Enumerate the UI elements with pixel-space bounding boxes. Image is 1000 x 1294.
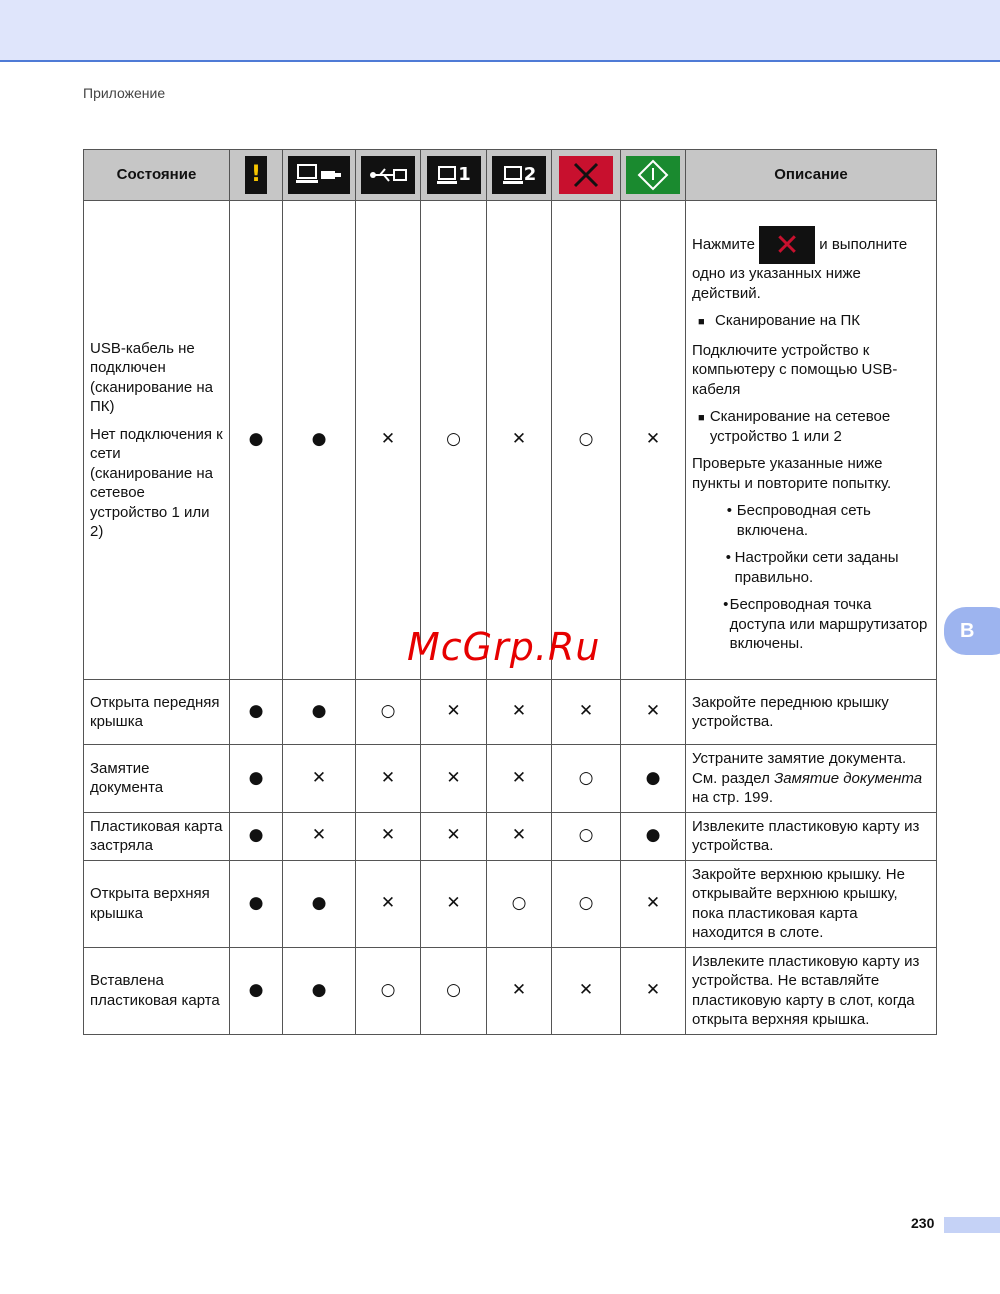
table-row [84,745,937,813]
pc-scan-text: Подключите устройство к компьютеру с помощью USB-кабеля [692,341,898,398]
mark-cell: ✕ [421,812,487,860]
mark-cell: ✕ [487,201,552,680]
check-item: Беспроводная сеть включена. [736,502,871,539]
table-row [84,812,937,860]
state-text: Открыта передняя крышка [84,680,230,745]
description-cell [686,745,937,813]
mark-cell: ● [230,947,283,1034]
page-bar [944,1217,1000,1233]
pc-scan-icon [288,156,350,194]
mark-cell: ○ [487,860,552,947]
table-row [84,201,937,680]
network1-label: 1 [458,164,471,186]
press-text: Нажмите [692,236,755,254]
start-icon [626,156,680,194]
and-do-text: и выполните [819,236,908,254]
check-item: Беспроводная точка доступа или маршрутизатор включены. [729,596,928,653]
table-row [84,947,937,1034]
pc-scan-title: Сканирование на ПК [715,312,861,330]
mark-cell: ○ [552,201,621,680]
state-text: Нет подключения к сети (сканирование на сетевое устройство 1 или 2) [90,425,223,540]
table-row [84,860,937,947]
watermark: McGrp.Ru [407,625,601,669]
jam-link[interactable]: Замятие документа [774,769,923,787]
mark-cell: ● [283,680,356,745]
page-number: 230 [911,1215,935,1231]
state-text: Вставлена пластиковая карта [84,947,230,1034]
net-scan-title: Сканирование на сетевое устройство 1 или 2 [709,408,891,445]
check-item: Настройки сети заданы правильно. [734,549,899,586]
page-ref-text: на стр. 199. [692,789,774,806]
mark-cell: ● [621,812,686,860]
mark-cell: ✕ [621,680,686,745]
action-text: одно из указанных ниже действий. [692,265,861,302]
mark-cell: ✕ [356,812,421,860]
mark-cell: ✕ [487,947,552,1034]
mark-cell: ✕ [552,680,621,745]
status-table [83,149,937,1035]
mark-cell: ✕ [283,812,356,860]
mark-cell: ✕ [421,860,487,947]
mark-cell: ○ [552,745,621,813]
bullet-dot: • [725,549,731,567]
description-cell: Извлеките пластиковую карту из устройства. [686,812,937,860]
network1-icon [427,156,481,194]
mark-cell: ✕ [356,201,421,680]
net-scan-text: Проверьте указанные ниже пункты и повторите попытку. [692,455,892,492]
state-header: Состояние [84,150,230,201]
description-cell [686,201,937,680]
mark-cell: ✕ [621,860,686,947]
mark-cell: ✕ [356,860,421,947]
mark-cell: ✕ [621,201,686,680]
mark-cell: ● [230,745,283,813]
mark-cell: ✕ [421,745,487,813]
jam-text: Устраните замятие документа. [692,750,907,767]
mark-cell: ✕ [283,745,356,813]
mark-cell: ✕ [421,680,487,745]
chapter-tab[interactable]: B [944,607,1000,655]
mark-cell: ● [621,745,686,813]
mark-cell: ● [283,947,356,1034]
mark-cell: ○ [421,201,487,680]
table-row [84,680,937,745]
mark-cell: ○ [356,947,421,1034]
mark-cell: ○ [552,812,621,860]
mark-cell: ● [283,201,356,680]
network2-icon [492,156,546,194]
bullet-dot: • [726,502,733,520]
state-text: Пластиковая карта застряла [84,812,230,860]
square-bullet-icon: ■ [698,316,705,329]
mark-cell: ○ [356,680,421,745]
state-text: Замятие документа [84,745,230,813]
header-band [0,0,1000,62]
square-bullet-icon: ■ [698,412,705,425]
description-cell: Извлеките пластиковую карту из устройства. Не вставляйте пластиковую карту в слот, когда открыта верхняя крышка. [686,947,937,1034]
mark-cell: ✕ [487,745,552,813]
warning-icon [245,156,267,194]
description-cell: Закройте верхнюю крышку. Не открывайте верхнюю крышку, пока пластиковая карта находится в слоте. [686,860,937,947]
mark-cell: ✕ [552,947,621,1034]
description-cell: Закройте переднюю крышку устройства. [686,680,937,745]
mark-cell: ● [230,812,283,860]
mark-cell: ● [283,860,356,947]
stop-icon [559,156,613,194]
state-text: Открыта верхняя крышка [84,860,230,947]
table-header-row [84,150,937,201]
section-title: Приложение [83,85,166,101]
network2-label: 2 [523,164,537,186]
mark-cell: ✕ [487,680,552,745]
mark-cell: ✕ [487,812,552,860]
usb-icon [361,156,415,194]
bullet-dot: • [723,596,729,614]
mark-cell: ○ [552,860,621,947]
stop-icon: ✕ [759,226,815,264]
warning-mark: ! [250,162,262,188]
mark-cell: ✕ [356,745,421,813]
description-header: Описание [686,150,937,201]
mark-cell: ● [230,201,283,680]
state-text: USB-кабель не подключен (сканирование на ПК) [90,339,214,415]
mark-cell: ○ [421,947,487,1034]
mark-cell: ● [230,680,283,745]
mark-cell: ✕ [621,947,686,1034]
see-text: См. раздел [692,769,770,787]
mark-cell: ● [230,860,283,947]
